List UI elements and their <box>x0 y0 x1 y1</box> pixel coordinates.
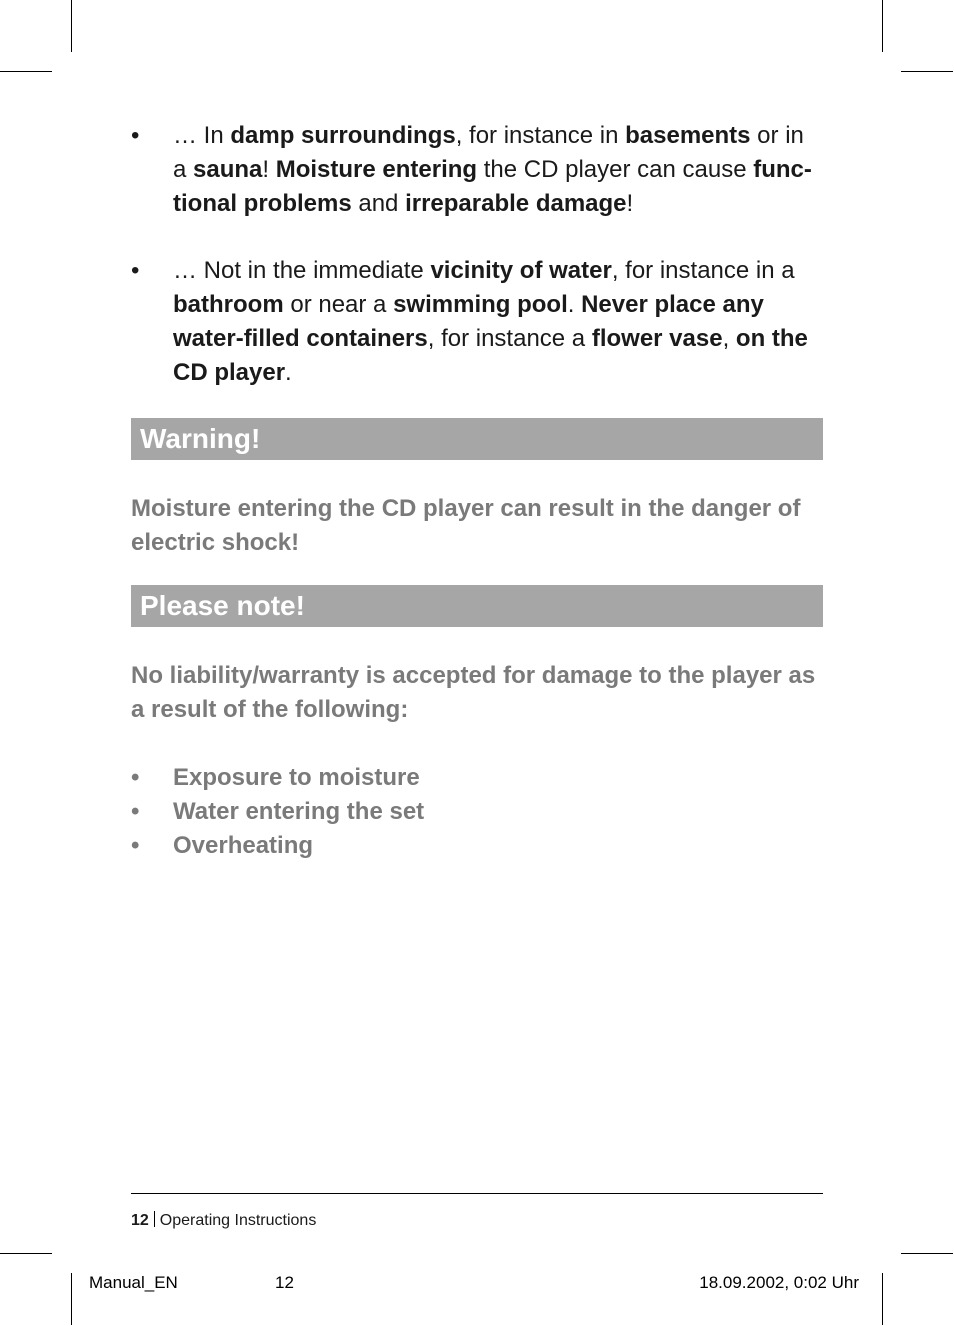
footer-rule <box>131 1193 823 1194</box>
bullet-vicinity-of-water <box>131 254 823 390</box>
crop-mark-top-right-horizontal <box>901 71 953 72</box>
body-text: ! <box>626 190 634 217</box>
body-text: … In <box>173 122 231 149</box>
slug-timestamp: 18.09.2002, 0:02 Uhr <box>699 1273 859 1292</box>
list-item-label: Water entering the set <box>173 798 425 825</box>
note-heading: Please note! <box>131 585 823 627</box>
crop-mark-top-left-vertical <box>71 0 72 52</box>
crop-mark-top-left-horizontal <box>0 71 52 72</box>
emphasis-text: vicinity of water <box>430 257 612 284</box>
bullet-damp-surroundings <box>131 119 823 221</box>
crop-mark-top-right-vertical <box>882 0 883 52</box>
note-text: No liability/warranty is accepted for damage to the player as a result of the following: <box>131 662 816 723</box>
body-text: , for instance in <box>455 122 626 149</box>
emphasis-text: damp surroundings <box>230 122 456 149</box>
body-text: . <box>567 291 582 318</box>
body-text: ! <box>262 156 276 183</box>
note-list <box>131 761 823 863</box>
bullet-text <box>173 122 812 217</box>
slug-file: Manual_EN <box>89 1273 178 1292</box>
emphasis-text: swimming pool <box>393 291 568 318</box>
body-text: , for instance in a <box>611 257 795 284</box>
footer-label: Operating Instructions <box>159 1212 317 1229</box>
body-text: , <box>722 325 736 352</box>
body-text: , for instance a <box>427 325 592 352</box>
crop-mark-bottom-right-vertical <box>882 1273 883 1325</box>
page-number: 12 <box>131 1212 149 1229</box>
emphasis-text: sauna <box>193 156 263 183</box>
list-item-label: Exposure to moisture <box>173 764 420 791</box>
page-content <box>131 119 823 863</box>
list-item <box>131 829 823 863</box>
page-footer <box>131 1210 316 1232</box>
body-text: and <box>351 190 406 217</box>
bullet-marker: • <box>131 764 140 791</box>
list-item <box>131 795 823 829</box>
bullet-marker: • <box>131 257 140 284</box>
body-text: or in a <box>173 122 804 183</box>
list-item-label: Overheating <box>173 832 314 859</box>
emphasis-text: bathroom <box>173 291 284 318</box>
crop-mark-bottom-right-horizontal <box>901 1253 953 1254</box>
slug-page: 12 <box>275 1273 294 1292</box>
body-text: or near a <box>283 291 394 318</box>
crop-mark-bottom-left-vertical <box>71 1273 72 1325</box>
bullet-text <box>173 257 808 386</box>
bullet-marker: • <box>131 122 140 149</box>
emphasis-text: flower vase <box>591 325 723 352</box>
footer-separator <box>154 1211 155 1227</box>
emphasis-text: Never place any water-filled containers <box>173 291 764 352</box>
body-text: the CD player can cause <box>477 156 754 183</box>
emphasis-text: functional problems <box>173 156 812 217</box>
emphasis-text: Moisture entering <box>275 156 478 183</box>
bullet-marker: • <box>131 798 140 825</box>
emphasis-text: irreparable damage <box>405 190 627 217</box>
emphasis-text: basements <box>625 122 751 149</box>
warning-heading: Warning! <box>131 418 823 460</box>
bullet-marker: • <box>131 832 140 859</box>
body-text: … Not in the immediate <box>173 257 431 284</box>
warning-text: Moisture entering the CD player can result in the danger of electric shock! <box>131 495 801 556</box>
list-item <box>131 761 823 795</box>
body-text: . <box>285 359 292 386</box>
emphasis-text: on the CD player <box>173 325 808 386</box>
crop-mark-bottom-left-horizontal <box>0 1253 52 1254</box>
